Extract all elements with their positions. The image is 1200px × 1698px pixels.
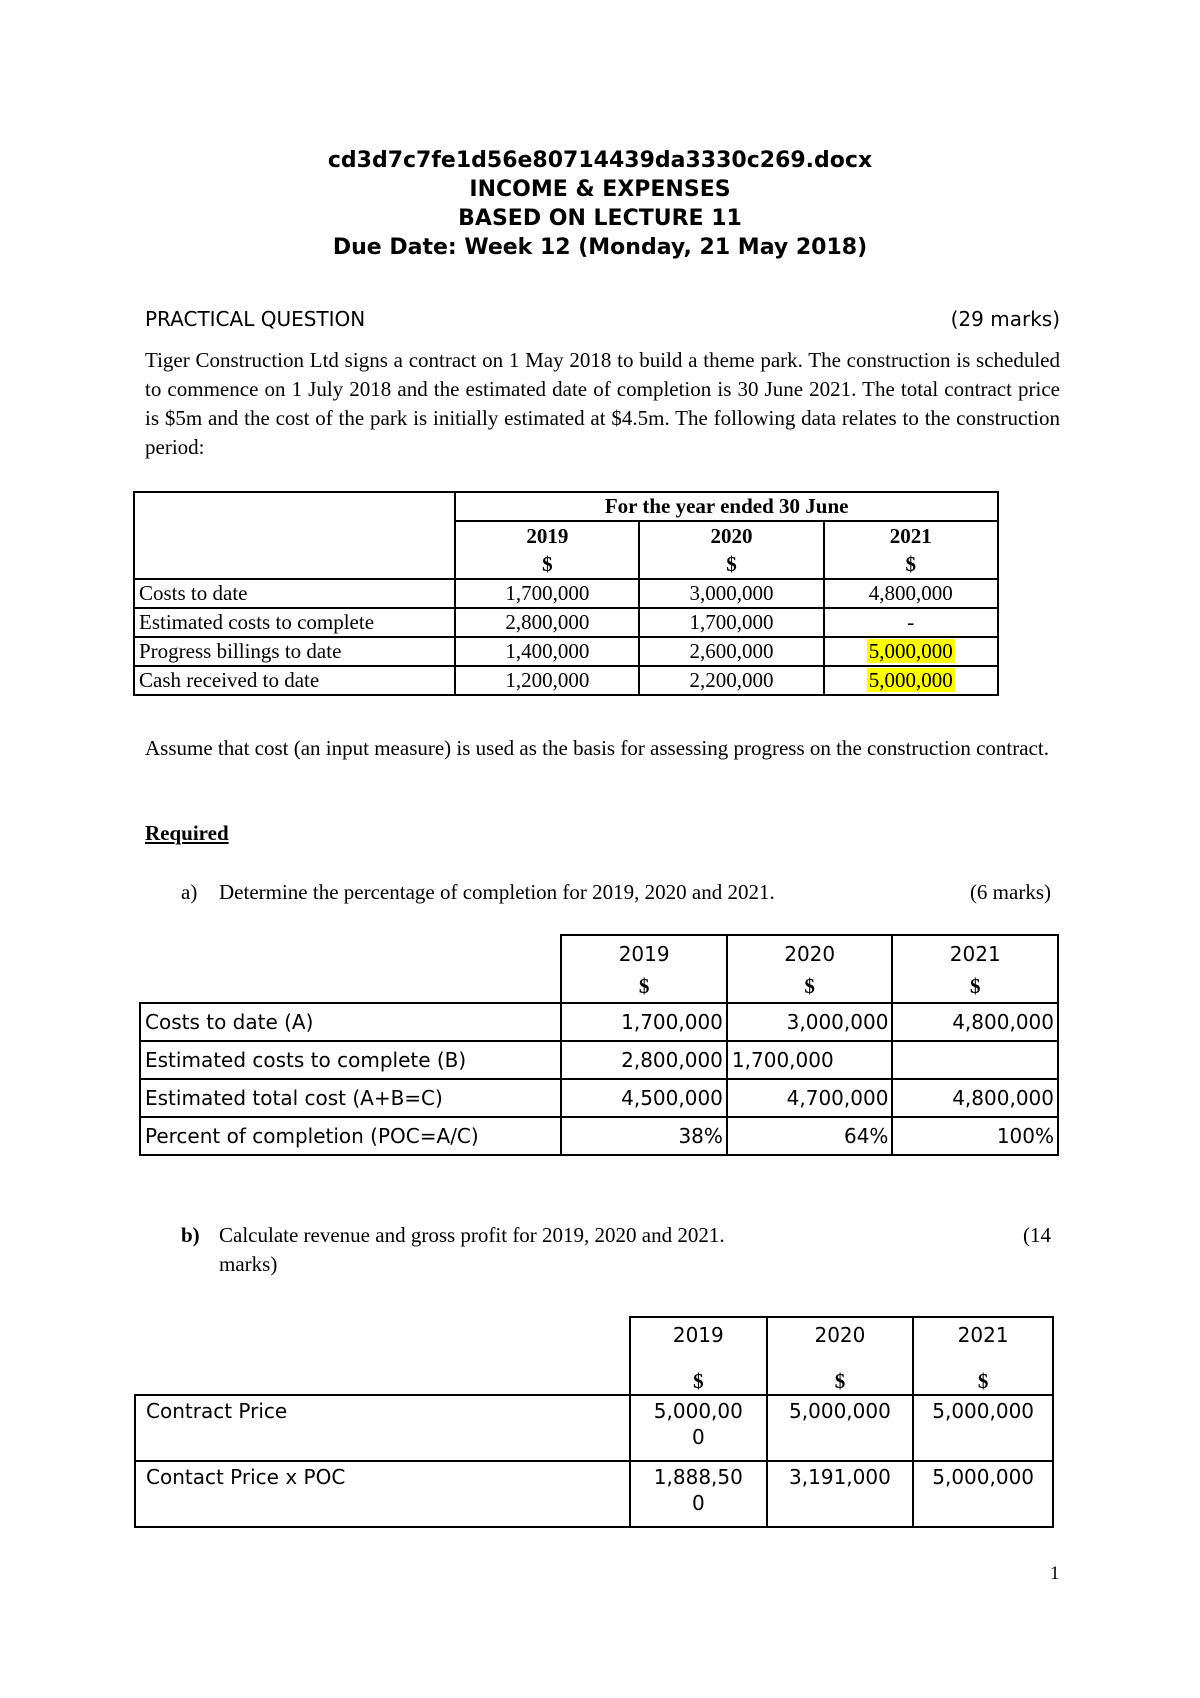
- table-row: [134, 666, 998, 695]
- table-row: [135, 1395, 1053, 1461]
- row-label: Estimated total cost (A+B=C): [140, 1079, 561, 1117]
- table-row: [135, 1461, 1053, 1527]
- cell-value: 2,800,000: [561, 1041, 727, 1079]
- part-b-marks-wrap: marks): [219, 1252, 278, 1276]
- cell-value: 3,000,000: [727, 1003, 893, 1041]
- table-corner-cell: [140, 935, 561, 1003]
- required-heading: Required: [145, 821, 229, 845]
- cell-value: 2,800,000: [455, 608, 639, 637]
- cell-value: 2,200,000: [639, 666, 823, 695]
- cell-value: 1,700,000: [727, 1041, 893, 1079]
- cell-value: 4,800,000: [892, 1079, 1058, 1117]
- cell-value: 38%: [561, 1117, 727, 1155]
- year-header: 2019 $: [561, 935, 727, 1003]
- year-header: 2020 $: [639, 521, 823, 579]
- year-header: 2019 $: [630, 1317, 767, 1395]
- table-row: [140, 1003, 1058, 1041]
- year-header: 2021 $: [913, 1317, 1053, 1395]
- part-b-marks: (14: [1023, 1223, 1051, 1247]
- row-label: Cash received to date: [134, 666, 455, 695]
- table-corner-cell: [135, 1317, 630, 1395]
- completion-table: [139, 934, 1059, 1156]
- row-label: Percent of completion (POC=A/C): [140, 1117, 561, 1155]
- cell-value: 5,000,00 0: [630, 1395, 767, 1461]
- table-row: [140, 1117, 1058, 1155]
- year-header: 2020 $: [767, 1317, 914, 1395]
- table-row: [134, 637, 998, 666]
- part-a-text: Determine the percentage of completion for 2019, 2020 and 2021.: [219, 880, 775, 904]
- table-row: [134, 608, 998, 637]
- table-row: [140, 1041, 1058, 1079]
- cell-value: [892, 1041, 1058, 1079]
- question-marks: (29 marks): [950, 307, 1060, 331]
- question-label: PRACTICAL QUESTION: [145, 307, 366, 331]
- year-header: 2021 $: [824, 521, 998, 579]
- part-a-label: a): [181, 880, 198, 904]
- cell-value: 4,700,000: [727, 1079, 893, 1117]
- cell-value: 1,700,000: [561, 1003, 727, 1041]
- cell-value-highlighted: 5,000,000: [824, 666, 998, 695]
- doc-title: INCOME & EXPENSES: [469, 177, 731, 202]
- cell-value: 3,000,000: [639, 579, 823, 608]
- question-intro: Tiger Construction Ltd signs a contract on 1 May 2018 to build a theme park. The construction is scheduled to commence on 1 July 2018 and the estimated date of completion is 30 June 2021. The total contract price is $5m and the cost of the park is initially estimated at $4.5m. The following data relates to the construction period:: [145, 348, 1060, 459]
- part-a-marks: (6 marks): [969, 880, 1051, 904]
- row-label: Estimated costs to complete (B): [140, 1041, 561, 1079]
- year-header: 2019 $: [455, 521, 639, 579]
- row-label: Progress billings to date: [134, 637, 455, 666]
- cell-value-highlighted: 5,000,000: [824, 637, 998, 666]
- table-row: [134, 579, 998, 608]
- row-label: Costs to date: [134, 579, 455, 608]
- part-b-text: Calculate revenue and gross profit for 2019, 2020 and 2021.: [219, 1223, 725, 1247]
- cell-value: 1,700,000: [639, 608, 823, 637]
- cell-value: 4,800,000: [892, 1003, 1058, 1041]
- cell-value: 4,800,000: [824, 579, 998, 608]
- document-header: [0, 146, 1200, 262]
- table-corner-cell: [134, 492, 455, 579]
- cell-value: 3,191,000: [767, 1461, 914, 1527]
- assumption-text: Assume that cost (an input measure) is used as the basis for assessing progress on the construction contract.: [145, 736, 1049, 760]
- cell-value: 1,200,000: [455, 666, 639, 695]
- cell-value: 64%: [727, 1117, 893, 1155]
- file-name: cd3d7c7fe1d56e80714439da3330c269.docx: [327, 148, 873, 173]
- table-row: [140, 1079, 1058, 1117]
- doc-subtitle: BASED ON LECTURE 11: [458, 206, 742, 231]
- page-number: 1: [1050, 1563, 1060, 1584]
- year-header: 2020 $: [727, 935, 893, 1003]
- cell-value: 5,000,000: [913, 1461, 1053, 1527]
- cell-value: 1,888,50 0: [630, 1461, 767, 1527]
- construction-data-table: [133, 491, 999, 696]
- group-header: For the year ended 30 June: [455, 492, 998, 521]
- cell-value: 1,400,000: [455, 637, 639, 666]
- cell-value: 2,600,000: [639, 637, 823, 666]
- cell-value: -: [824, 608, 998, 637]
- question-heading: [145, 307, 1060, 331]
- row-label: Contact Price x POC: [135, 1461, 630, 1527]
- cell-value: 5,000,000: [913, 1395, 1053, 1461]
- cell-value: 5,000,000: [767, 1395, 914, 1461]
- due-date: Due Date: Week 12 (Monday, 21 May 2018): [332, 235, 868, 260]
- cell-value: 1,700,000: [455, 579, 639, 608]
- row-label: Costs to date (A): [140, 1003, 561, 1041]
- year-header: 2021 $: [892, 935, 1058, 1003]
- row-label: Estimated costs to complete: [134, 608, 455, 637]
- revenue-table: [134, 1316, 1054, 1528]
- row-label: Contract Price: [135, 1395, 630, 1461]
- cell-value: 100%: [892, 1117, 1058, 1155]
- cell-value: 4,500,000: [561, 1079, 727, 1117]
- part-b-label: b): [181, 1223, 200, 1247]
